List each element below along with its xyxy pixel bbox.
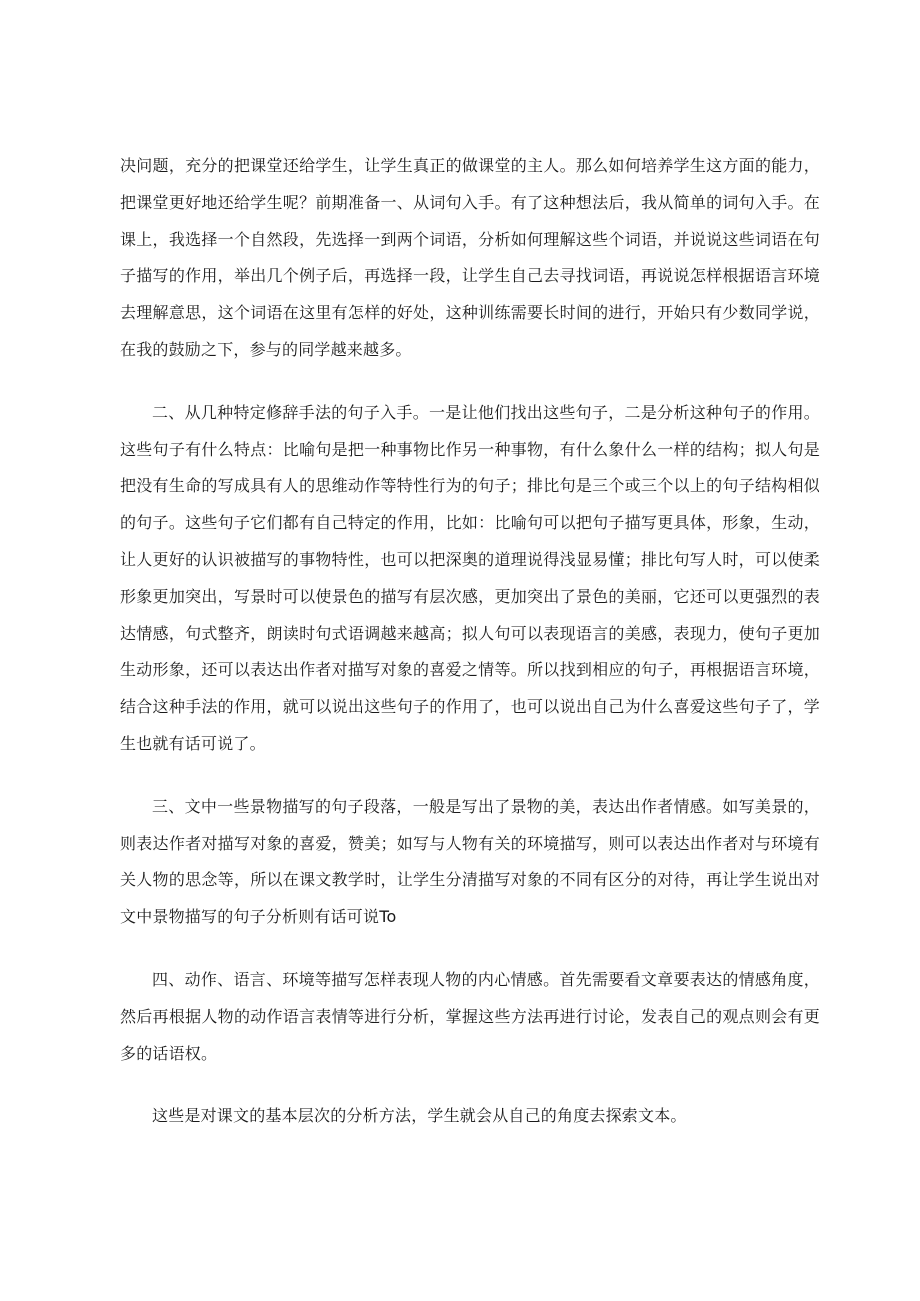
paragraph-conclusion: 这些是对课文的基本层次的分析方法，学生就会从自己的角度去探索文本。 (152, 1106, 687, 1126)
paragraph-vocabulary-method: 决问题，充分的把课堂还给学生，让学生真正的做课堂的主人。那么如何培养学生这方面的能力，把课堂更好地还给学生呢？前期准备一、从词句入手。有了这种想法后，我从简单的词句入手。在课上，我选择一个自然段，先选择一到两个词语，分析如何理解这些个词语，并说说这些词语在句子描写的作用，举出几个例子后，再选择一段，让学生自己去寻找词语，再说说怎样根据语言环境去理解意思，这个词语在这里有怎样的好处，这种训练需要长时间的进行，开始只有少数同学说，在我的鼓励之下，参与的同学越来越多。 (120, 156, 820, 359)
paragraph-scenery-tail: To (379, 907, 397, 927)
document-body (120, 148, 820, 1135)
paragraph-character-emotion: 四、动作、语言、环境等描写怎样表现人物的内心情感。首先需要看文章要表达的情感角度，然后再根据人物的动作语言表情等进行分析，掌握这些方法再进行讨论，发表自己的观点则会有更多的话语权。 (120, 969, 820, 1063)
paragraph-scenery-description (120, 789, 820, 936)
paragraph-scenery-text: 三、文中一些景物描写的句子段落，一般是写出了景物的美，表达出作者情感。如写美景的，则表达作者对描写对象的喜爱，赞美；如写与人物有关的环境描写，则可以表达出作者对与环境有关人物的思念等，所以在课文教学时，让学生分清描写对象的不同有区分的对待，再让学生说出对文中景物描写的句子分析则有话可说 (120, 796, 820, 927)
paragraph-rhetoric-method: 二、从几种特定修辞手法的句子入手。一是让他们找出这些句子，二是分析这种句子的作用。这些句子有什么特点：比喻句是把一种事物比作另一种事物，有什么象什么一样的结构；拟人句是把没有生命的写成具有人的思维动作等特性行为的句子；排比句是三个或三个以上的句子结构相似的句子。这些句子它们都有自己特定的作用，比如：比喻句可以把句子描写更具体，形象，生动，让人更好的认识被描写的事物特性，也可以把深奥的道理说得浅显易懂；排比句写人时，可以使柔形象更加突出，写景时可以使景色的描写有层次感，更加突出了景色的美丽，它还可以更强烈的表达情感，句式整齐，朗读时句式语调越来越高；拟人句可以表现语言的美感，表现力，使句子更加生动形象，还可以表达出作者对描写对象的喜爱之情等。所以找到相应的句子，再根据语言环境，结合这种手法的作用，就可以说出这些句子的作用了，也可以说出自己为什么喜爱这些句子了，学生也就有话可说了。 (120, 402, 820, 753)
